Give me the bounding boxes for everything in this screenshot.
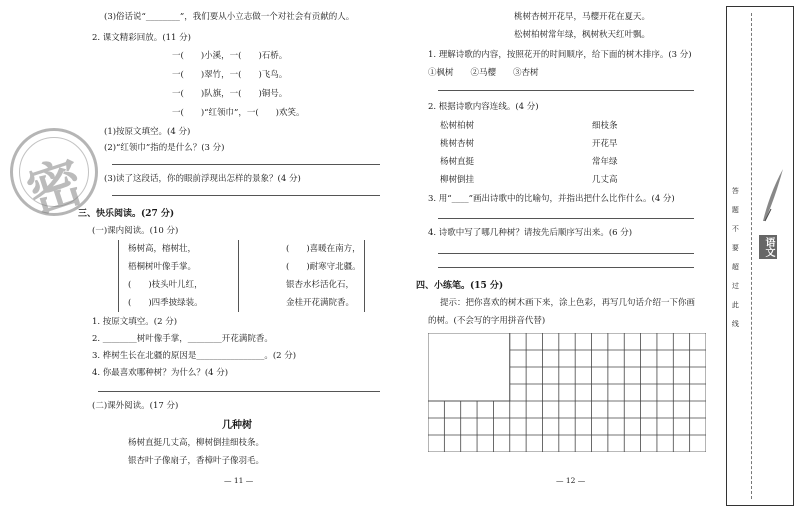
section4-title: 四、小练笔。(15 分) [416,281,504,291]
reading-q1: 1. 按原文填空。(2 分) [92,317,178,327]
poem-left-3: ( )枝头叶儿红， [128,280,203,290]
section3-title: 三、快乐阅读。(27 分) [78,209,175,219]
confidential-stamp: 密 [10,128,98,216]
hint-line-2: 的树。(不会写的字用拼音代替) [428,316,546,326]
right-q2: 2. 根据诗歌内容连线。(4 分) [428,102,539,112]
match-left-4: 柳树倒挂 [440,175,475,185]
cut-line [751,13,752,499]
match-right-1: 细枝条 [592,121,618,131]
reading-q3: 3. 桦树生长在北疆的原因是________________。(2 分) [92,351,297,361]
poem-left-4: ( )四季披绿装。 [128,298,203,308]
sub-question-2: (2)“红领巾”指的是什么？(3 分) [104,143,225,153]
part2-title: (二)课外阅读。(17 分) [92,401,179,411]
match-right-3: 常年绿 [592,157,618,167]
part1-title: (一)课内阅读。(10 分) [92,226,179,236]
sub-question-1: (1)按原文填空。(4 分) [104,127,191,137]
reading-q2: 2. ________树叶像手掌，________开花满院香。 [92,334,273,344]
right-q1-options: ①枫树 ②马樱 ③杏树 [428,68,539,78]
right-q4: 4. 诗歌中写了哪几种树？请按先后顺序写出来。(6 分) [428,228,633,238]
answer-line [438,267,694,268]
poem-left-1: 杨树高，榕树壮， [128,244,197,254]
page-number-left: — 11 — [224,476,254,485]
match-left-2: 桃树杏树 [440,139,475,149]
reading-q4: 4. 你最喜欢哪种树？为什么？(4 分) [92,368,229,378]
answer-line [112,164,380,165]
poem-divider-left [118,240,119,312]
poem-right-4: 金桂开花满院香。 [286,298,355,308]
quill-icon [757,165,787,225]
brand-label: 语文 [759,235,777,259]
poem-right-2: ( )耐寒守北疆。 [286,262,361,272]
writing-grid-lines [428,333,706,452]
fill-row-2: 一( )翠竹，一( )飞鸟。 [172,70,288,80]
hint-line-1: 提示：把你喜欢的树木画下来，涂上色彩，再写几句话介绍一下你画 [440,298,696,308]
answer-line [438,90,694,91]
match-left-3: 杨树直挺 [440,157,475,167]
poem-left-2: 梧桐树叶像手掌。 [128,262,197,272]
article-title: 几种树 [222,420,252,431]
poem-line-2: 松树柏树常年绿，枫树秋天红叶飘。 [514,30,651,40]
poem-right-1: ( )喜暖在南方， [286,244,361,254]
fill-row-3: 一( )队旗，一( )铜号。 [172,89,288,99]
poem-divider-mid [238,240,239,312]
match-right-4: 几丈高 [592,175,618,185]
article-line-1: 杨树直挺几丈高，柳树倒挂细枝条。 [128,438,265,448]
writing-grid[interactable] [428,333,706,452]
match-right-2: 开花早 [592,139,618,149]
answer-line [438,218,694,219]
right-q1: 1. 理解诗歌的内容，按照花开的时间顺序，给下面的树木排序。(3 分) [428,50,692,60]
fill-row-4: 一( )“红领巾”，一( )欢笑。 [172,108,305,118]
answer-line [98,391,380,392]
poem-right-3: 银杏水杉活化石， [286,280,355,290]
binding-sidebar [726,6,794,506]
sidebar-notice: 答题不要超过此线 [731,187,740,339]
q3-proverb: (3)俗话说“________”，我们要从小立志做一个对社会有贡献的人。 [104,12,355,22]
fill-row-1: 一( )小溪，一( )石桥。 [172,51,288,61]
answer-line [438,253,694,254]
right-q3: 3. 用“____”画出诗歌中的比喻句，并指出把什么比作什么。(4 分) [428,194,675,204]
answer-line [112,195,380,196]
section2-title: 2. 课文精彩回放。(11 分) [92,33,191,43]
article-line-2: 银杏叶子像扇子，香樟叶子像羽毛。 [128,456,265,466]
page-number-right: — 12 — [556,476,586,485]
sub-question-3: (3)读了这段话，你的眼前浮现出怎样的景象？(4 分) [104,174,301,184]
poem-line-1: 桃树杏树开花早，马樱开花在夏天。 [514,12,651,22]
poem-divider-right [364,240,365,312]
match-left-1: 松树柏树 [440,121,475,131]
